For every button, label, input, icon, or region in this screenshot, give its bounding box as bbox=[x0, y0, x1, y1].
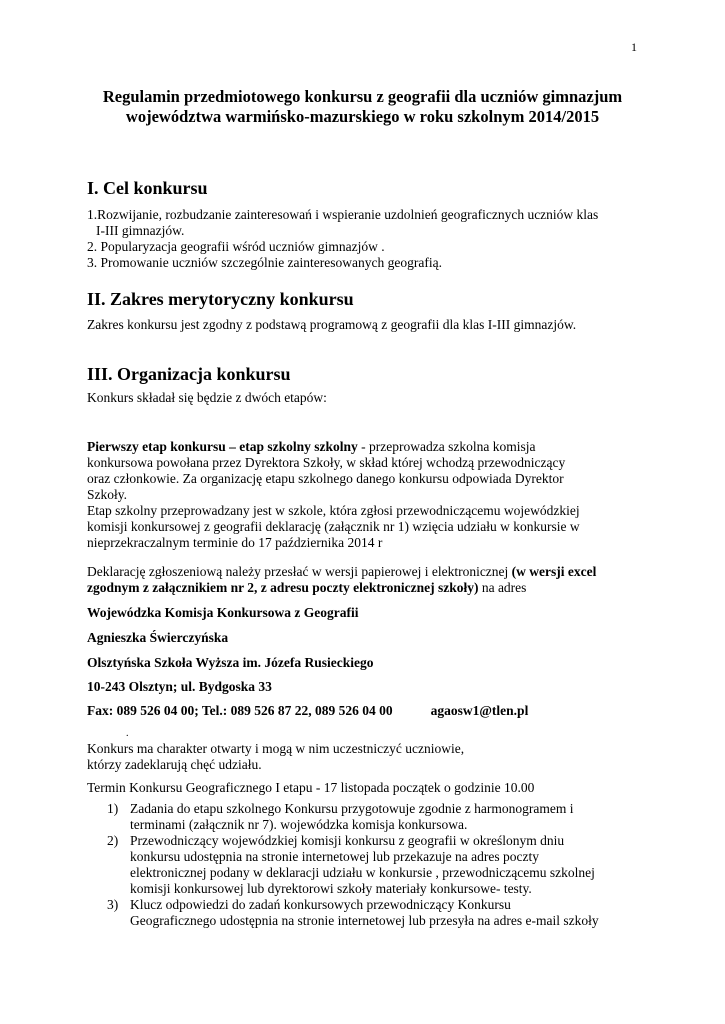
stage-1-lead: Pierwszy etap konkursu – etap szkolny szkolny bbox=[87, 439, 358, 454]
section-1-body bbox=[87, 207, 647, 271]
step-line: Geograficznego udostępnia na stronie internetowej lub przesyła na adres e-mail szkoły bbox=[130, 913, 599, 928]
step-number: 3) bbox=[107, 897, 119, 912]
step-item bbox=[107, 833, 652, 897]
goal-item-1-line-2: I-III gimnazjów. bbox=[96, 223, 185, 238]
step-number: 2) bbox=[107, 833, 119, 848]
stage-1-paragraph bbox=[87, 439, 647, 551]
step-line: konkursu udostępnia na stronie internetowej lub przekazuje na adres poczty bbox=[130, 849, 539, 864]
title-line-2: województwa warmińsko-mazurskiego w roku szkolnym 2014/2015 bbox=[125, 107, 600, 126]
section-2-body bbox=[87, 317, 647, 333]
step-line: Przewodniczący wojewódzkiej komisji konkursu z geografii w określonym dniu bbox=[130, 833, 565, 848]
goal-item-3: 3. Promowanie uczniów szczególnie zainteresowanych geografią. bbox=[87, 255, 442, 270]
open-note-line-2: którzy zadeklarują chęć udziału. bbox=[87, 757, 262, 772]
steps-list bbox=[107, 801, 652, 929]
contest-term: Termin Konkursu Geograficznego I etapu - 17 listopada początek o godzinie 10.00 bbox=[87, 780, 535, 795]
term-line bbox=[87, 780, 667, 796]
stage-1-line-7: nieprzekraczalnym terminie do 17 października 2014 r bbox=[87, 535, 383, 550]
stage-1-line-6: komisji konkursowej z geografii deklarację (załącznik nr 1) wzięcia udziału w konkursie w bbox=[87, 519, 580, 534]
step-line: komisji konkursowej lub dyrektorowi szkoły materiały konkursowe- testy. bbox=[130, 881, 532, 896]
declaration-line-1-bold: (w wersji excel bbox=[511, 564, 597, 579]
step-line: terminami (załącznik nr 7). wojewódzka komisja konkursowa. bbox=[130, 817, 468, 832]
step-line: Zadania do etapu szkolnego Konkursu przygotowuje zgodnie z harmonogramem i bbox=[130, 801, 574, 816]
declaration-line-2-bold: zgodnym z załącznikiem nr 2, z adresu poczty elektronicznej szkoły) bbox=[87, 580, 479, 595]
address-person: Agnieszka Świerczyńska bbox=[87, 630, 229, 645]
document-title bbox=[60, 87, 665, 127]
stray-dot: . bbox=[126, 728, 129, 739]
address-org: Wojewódzka Komisja Konkursowa z Geografii bbox=[87, 605, 359, 620]
open-note bbox=[87, 741, 647, 773]
step-number: 1) bbox=[107, 801, 119, 816]
stage-1-line-1-rest: - przeprowadza szkolna komisja bbox=[357, 439, 536, 454]
stage-1-line-3: oraz członkowie. Za organizację etapu szkolnego danego konkursu odpowiada Dyrektor bbox=[87, 471, 564, 486]
goal-item-2: 2. Popularyzacja geografii wśród uczniów gimnazjów . bbox=[87, 239, 385, 254]
stage-1-line-2: konkursowa powołana przez Dyrektora Szkoły, w skład której wchodzą przewodniczący bbox=[87, 455, 566, 470]
open-note-line-1: Konkurs ma charakter otwarty i mogą w nim uczestniczyć uczniowie, bbox=[87, 741, 465, 756]
step-line: Klucz odpowiedzi do zadań konkursowych przewodniczący Konkursu bbox=[130, 897, 511, 912]
section-3-intro bbox=[87, 390, 647, 406]
declaration-line-1-normal: Deklarację zgłoszeniową należy przesłać w wersji papierowej i elektronicznej bbox=[87, 564, 512, 579]
stage-1-line-4: Szkoły. bbox=[87, 487, 127, 502]
page-number: 1 bbox=[631, 40, 637, 54]
section-2-heading: II. Zakres merytoryczny konkursu bbox=[87, 289, 354, 309]
contact-email[interactable]: agaosw1@tlen.pl bbox=[430, 703, 529, 718]
declaration-line-2-normal: na adres bbox=[478, 580, 527, 595]
stage-1-line-5: Etap szkolny przeprowadzany jest w szkole, która zgłosi przewodniczącemu wojewódzkiej bbox=[87, 503, 580, 518]
title-line-1: Regulamin przedmiotowego konkursu z geografii dla uczniów gimnazjum bbox=[102, 87, 623, 106]
step-item bbox=[107, 801, 652, 833]
goal-item-1-line-1: 1.Rozwijanie, rozbudzanie zainteresowań i wspieranie uzdolnień geograficznych uczniów klas bbox=[87, 207, 599, 222]
address-street: 10-243 Olsztyn; ul. Bydgoska 33 bbox=[87, 679, 272, 694]
declaration-paragraph bbox=[87, 564, 647, 596]
address-school: Olsztyńska Szkoła Wyższa im. Józefa Rusieckiego bbox=[87, 655, 374, 670]
section-3-heading: III. Organizacja konkursu bbox=[87, 364, 291, 384]
step-item bbox=[107, 897, 652, 929]
address-contact bbox=[87, 703, 528, 719]
section-1-heading: I. Cel konkursu bbox=[87, 178, 208, 198]
stages-intro: Konkurs składał się będzie z dwóch etapów: bbox=[87, 390, 327, 405]
step-line: elektronicznej podany w deklaracji udziału w konkursie , przewodniczącemu szkolnej bbox=[130, 865, 595, 880]
scope-text: Zakres konkursu jest zgodny z podstawą programową z geografii dla klas I-III gimnazjów. bbox=[87, 317, 577, 332]
contact-phone-fax: Fax: 089 526 04 00; Tel.: 089 526 87 22, 089 526 04 00 bbox=[87, 703, 393, 718]
